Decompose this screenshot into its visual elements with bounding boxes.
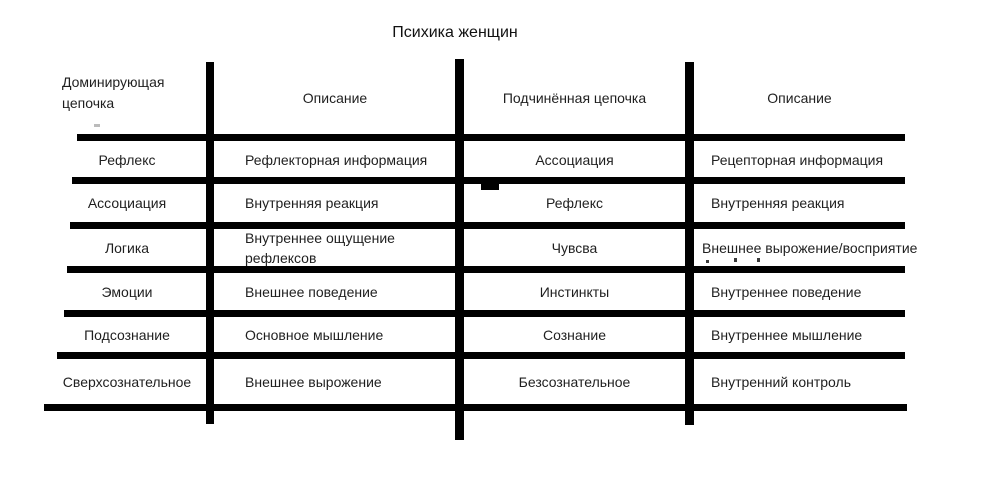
table-cell: Внешнее вырожение/восприятие	[702, 239, 918, 256]
table-cell: Рефлекс	[98, 151, 156, 168]
header-dominant-chain: Доминирующая цепочка	[62, 74, 165, 111]
table-cell: Основное мышление	[245, 326, 384, 343]
header-subordinate-chain: Подчинённая цепочка	[502, 90, 647, 106]
horizontal-line-5	[64, 310, 905, 317]
table-cell: Чувсва	[551, 239, 598, 256]
horizontal-line-3	[70, 222, 905, 229]
table-cell: Внутренняя реакция	[245, 195, 379, 211]
table-cell: Внутреннее поведение	[711, 283, 862, 300]
table-cell: Безсознательное	[518, 373, 631, 390]
table-row	[0, 273, 990, 310]
table-header-row	[0, 62, 990, 134]
table-cell: Логика	[104, 239, 150, 256]
page-title: Психика женщин	[392, 24, 518, 41]
horizontal-line-7	[44, 404, 907, 411]
table-cell: Внутренняя реакция	[711, 195, 845, 211]
table-cell: Внешнее поведение	[245, 283, 378, 300]
table-cell: Рефлекс	[546, 195, 603, 211]
table-cell: Внутреннее мышление	[711, 326, 863, 343]
table-cell: Подсознание	[84, 326, 170, 343]
table-cell: Сознание	[542, 326, 606, 343]
horizontal-line-4	[67, 266, 905, 273]
horizontal-line-6	[57, 352, 905, 359]
table-row	[0, 184, 990, 222]
table-row	[0, 317, 990, 352]
table-row	[0, 141, 990, 178]
table-cell: Сверхсознательное	[62, 373, 192, 390]
table-row	[0, 359, 990, 404]
table-cell: Внутренний контроль	[711, 373, 851, 390]
horizontal-line-1	[77, 134, 905, 141]
table-cell: Инстинкты	[539, 283, 610, 300]
header-description-2: Описание	[767, 90, 832, 106]
table-cell: Эмоции	[101, 283, 153, 300]
table-cell: Ассоциация	[535, 151, 614, 168]
table-cell: Рефлекторная информация	[245, 151, 428, 168]
table-cell: Внутреннее ощущение рефлексов	[245, 229, 395, 266]
table-cell: Рецепторная информация	[711, 151, 884, 168]
table-cell: Ассоциация	[87, 195, 167, 211]
header-description-1: Описание	[302, 90, 368, 106]
table-cell: Внешнее вырожение	[245, 373, 382, 390]
table-row	[0, 229, 990, 266]
